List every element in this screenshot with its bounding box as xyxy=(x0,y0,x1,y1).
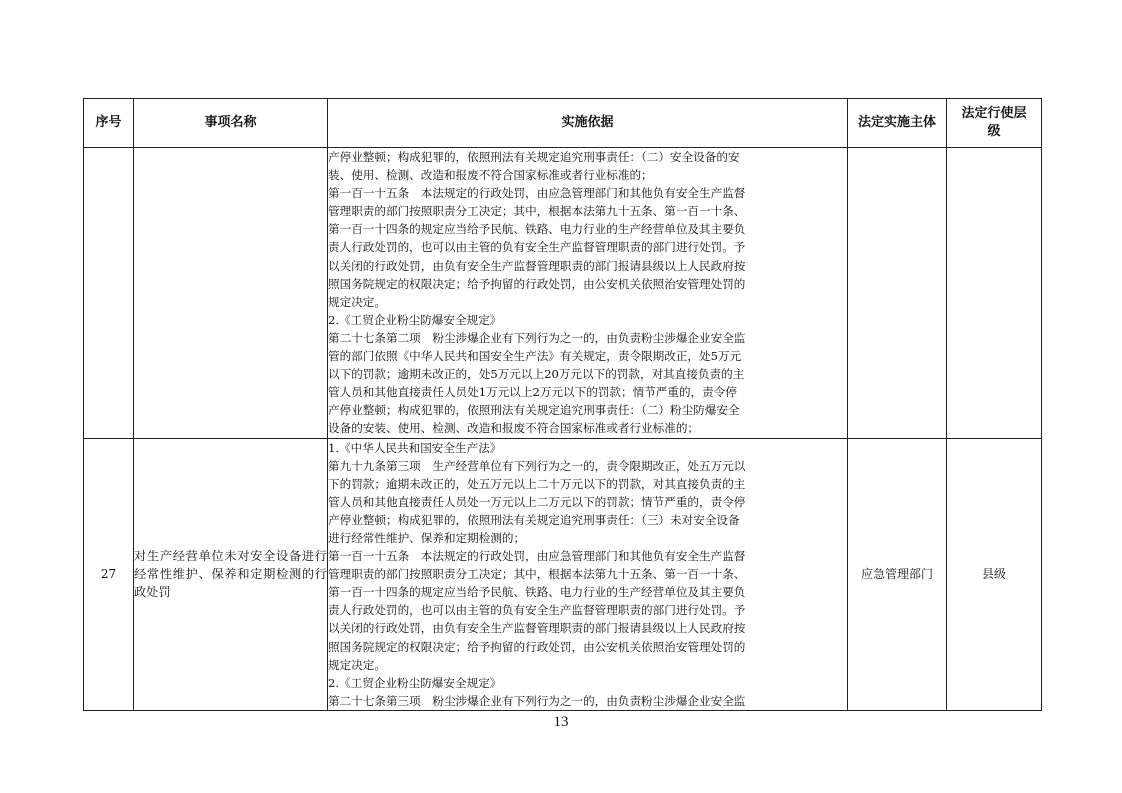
basis-line: 规定决定。 xyxy=(328,657,386,672)
basis-line: 进行经常性维护、保养和定期检测的； xyxy=(328,530,526,545)
basis-line: 以关闭的行政处罚，由负有安全生产监督管理职责的部门报请县级以上人民政府按 xyxy=(328,258,746,273)
basis-line: 以下的罚款；逾期未改正的，处5万元以上20万元以下的罚款，对其直接负责的主 xyxy=(328,367,745,382)
basis-text xyxy=(328,439,847,710)
basis-line: 第一百一十五条 本法规定的行政处罚，由应急管理部门和其他负有安全生产监督 xyxy=(328,549,746,564)
seq-cell xyxy=(84,148,134,439)
item-name-cell xyxy=(134,148,328,439)
basis-line: 第二十七条第二项 粉尘涉爆企业有下列行为之一的，由负责粉尘涉爆企业安全监 xyxy=(328,330,746,345)
page-number: 13 xyxy=(553,714,569,730)
header-seq: 序号 xyxy=(84,99,134,148)
basis-line: 第一百一十四条的规定应当给予民航、铁路、电力行业的生产经营单位及其主要负 xyxy=(328,222,746,237)
basis-line: 产停业整顿；构成犯罪的，依照刑法有关规定追究刑事责任：（三）未对安全设备 xyxy=(328,512,740,527)
basis-cell xyxy=(328,148,848,439)
basis-line: 规定决定。 xyxy=(328,294,386,309)
header-level-line-1: 法定行使层 xyxy=(961,106,1027,121)
level-cell xyxy=(947,148,1042,439)
basis-line: 管理职责的部门按照职责分工决定；其中，根据本法第九十五条、第一百一十条、 xyxy=(328,204,746,219)
header-subject: 法定实施主体 xyxy=(848,99,947,148)
basis-text xyxy=(328,148,847,438)
basis-line: 第九十九条第三项 生产经营单位有下列行为之一的，责令限期改正，处五万元以 xyxy=(328,458,746,473)
basis-line: 1.《中华人民共和国安全生产法》 xyxy=(328,440,502,455)
header-row xyxy=(84,99,1042,148)
table-row-27 xyxy=(84,438,1042,710)
basis-line: 责人行政处罚的，也可以由主管的负有安全生产监督管理职责的部门进行处罚。予 xyxy=(328,603,746,618)
regulation-table xyxy=(83,98,1042,711)
basis-line: 设备的安装、使用、检测、改造和报废不符合国家标准或者行业标准的； xyxy=(328,421,700,436)
header-item-name: 事项名称 xyxy=(134,99,328,148)
basis-line: 产停业整顿；构成犯罪的，依照刑法有关规定追究刑事责任：（二）粉尘防爆安全 xyxy=(328,403,740,418)
basis-line: 2.《工贸企业粉尘防爆安全规定》 xyxy=(328,675,502,690)
basis-cell xyxy=(328,438,848,710)
basis-line: 管人员和其他直接责任人员处1万元以上2万元以下的罚款；情节严重的，责令停 xyxy=(328,385,737,400)
seq-cell: 27 xyxy=(84,438,134,710)
basis-line: 责人行政处罚的，也可以由主管的负有安全生产监督管理职责的部门进行处罚。予 xyxy=(328,240,746,255)
basis-line: 照国务院规定的权限决定；给予拘留的行政处罚，由公安机关依照治安管理处罚的 xyxy=(328,276,746,291)
header-level xyxy=(947,99,1042,148)
table-row-continued xyxy=(84,148,1042,439)
basis-line: 2.《工贸企业粉尘防爆安全规定》 xyxy=(328,312,502,327)
basis-line: 管的部门依照《中华人民共和国安全生产法》有关规定，责令限期改正，处5万元 xyxy=(328,349,742,364)
basis-line: 下的罚款；逾期未改正的，处五万元以上二十万元以下的罚款，对其直接负责的主 xyxy=(328,476,746,491)
basis-line: 第一百一十四条的规定应当给予民航、铁路、电力行业的生产经营单位及其主要负 xyxy=(328,585,746,600)
subject-cell xyxy=(848,148,947,439)
basis-line: 以关闭的行政处罚，由负有安全生产监督管理职责的部门报请县级以上人民政府按 xyxy=(328,621,746,636)
item-name-cell: 对生产经营单位未对安全设备进行经常性维护、保养和定期检测的行政处罚 xyxy=(134,438,328,710)
basis-line: 照国务院规定的权限决定；给予拘留的行政处罚，由公安机关依照治安管理处罚的 xyxy=(328,639,746,654)
basis-line: 管理职责的部门按照职责分工决定；其中，根据本法第九十五条、第一百一十条、 xyxy=(328,567,746,582)
basis-line: 第二十七条第三项 粉尘涉爆企业有下列行为之一的，由负责粉尘涉爆企业安全监 xyxy=(328,693,746,708)
header-level-line-2: 级 xyxy=(987,124,1001,139)
level-cell: 县级 xyxy=(947,438,1042,710)
basis-line: 第一百一十五条 本法规定的行政处罚，由应急管理部门和其他负有安全生产监督 xyxy=(328,186,746,201)
header-basis: 实施依据 xyxy=(328,99,848,148)
basis-line: 装、使用、检测、改造和报废不符合国家标准或者行业标准的； xyxy=(328,168,653,183)
basis-line: 产停业整顿；构成犯罪的，依照刑法有关规定追究刑事责任：（二）安全设备的安 xyxy=(328,150,740,164)
subject-cell: 应急管理部门 xyxy=(848,438,947,710)
basis-line: 管人员和其他直接责任人员处一万元以上二万元以下的罚款；情节严重的，责令停 xyxy=(328,494,746,509)
